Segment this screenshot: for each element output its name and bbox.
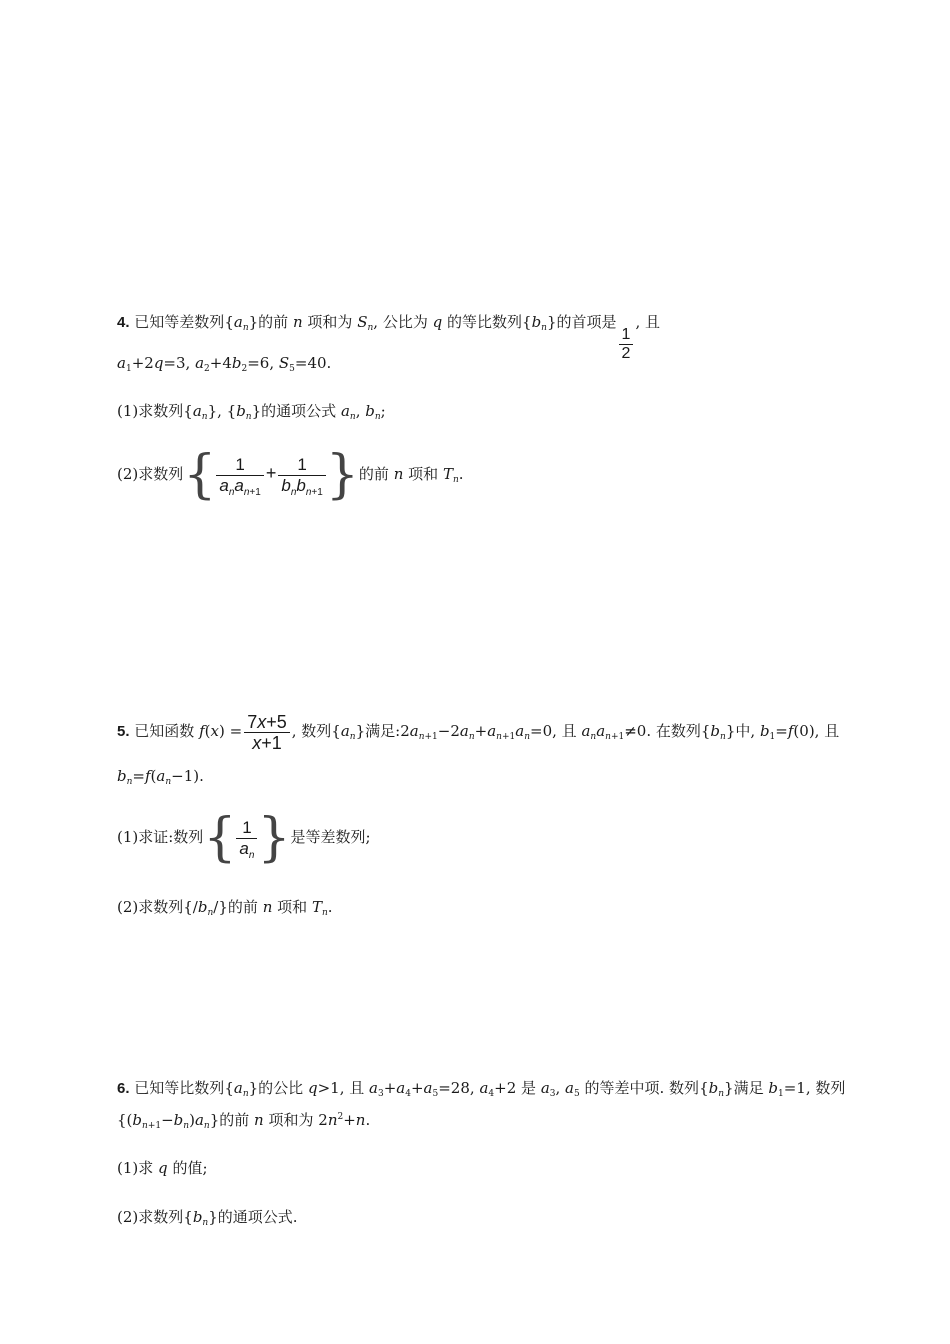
problem-4-conditions: $a_1+2q=3$, $a_2+4b_2=6$, $S_5=40$. xyxy=(117,354,332,374)
problem-5-part-1: (1)求证:数列{ $\frac{1}{a_n}$ }是等差数列; xyxy=(117,808,371,868)
problem-6-line-1: 6. 已知等比数列$\{a_n\}$的公比 q>1, 且 $a_3+a_4+a_5=28$, $a_4+2$ 是 $a_3$, $a_5$ 的等差中项. 数列$\{b_n\}$满足 $b_1=1$, 数列 xyxy=(117,1079,846,1099)
problem-5-part-2: (2)求数列$\{/b_n/\}$的前 n 项和 $T_n$. xyxy=(117,898,333,918)
problem-number: 6. xyxy=(117,1080,130,1097)
problem-6-line-2: $\{(b_{n+1}-b_n)a_n\}$的前 n 项和为 $2n^2+n$. xyxy=(117,1111,371,1131)
fraction-a: $\frac{1}{a_na_{n+1}}$ xyxy=(216,455,263,496)
fraction-b: $\frac{1}{b_nb_{n+1}}$ xyxy=(278,455,325,496)
problem-5-line-2: $b_n=f(a_n-1)$. xyxy=(117,767,204,787)
problem-4-line-1: 4. 已知等差数列$\{a_n\}$的前 n 项和为 $S_n$, 公比为 q 的等比数列$\{b_n\}$的首项是 $\frac{1}{2}$ , 且 xyxy=(117,313,660,362)
problem-4-part-2: (2)求数列{ $\frac{1}{a_na_{n+1}}$ + $\frac{1}{b_nb_{n+1}}$ }的前 n 项和 $T_n$. xyxy=(117,445,464,505)
fraction-reciprocal: $\frac{1}{a_n}$ xyxy=(236,818,257,859)
problem-6-part-2: (2)求数列$\{b_n\}$的通项公式. xyxy=(117,1208,298,1228)
problem-4-part-1: (1)求数列$\{a_n\}$, $\{b_n\}$的通项公式 $a_n$, $b_n$; xyxy=(117,402,386,422)
problem-5-line-1: 5. 已知函数 f(x) = $\frac{7x+5}{x+1}$ , 数列$\{a_n\}$满足$:2a_{n+1}-2a_n+a_{n+1}a_n=0$, 且 $a_na_{n+1}\ne 0$. 在数列$\{b_n\}$中, $b_1=f(0)$, 且 xyxy=(117,711,840,753)
problem-number: 4. xyxy=(117,314,130,331)
problem-6-part-1: (1)求 q 的值; xyxy=(117,1159,208,1177)
fraction-f: $\frac{7x+5}{x+1}$ xyxy=(244,712,290,753)
fraction-half: $\frac{1}{2}$ xyxy=(619,326,634,363)
problem-number: 5. xyxy=(117,723,130,740)
